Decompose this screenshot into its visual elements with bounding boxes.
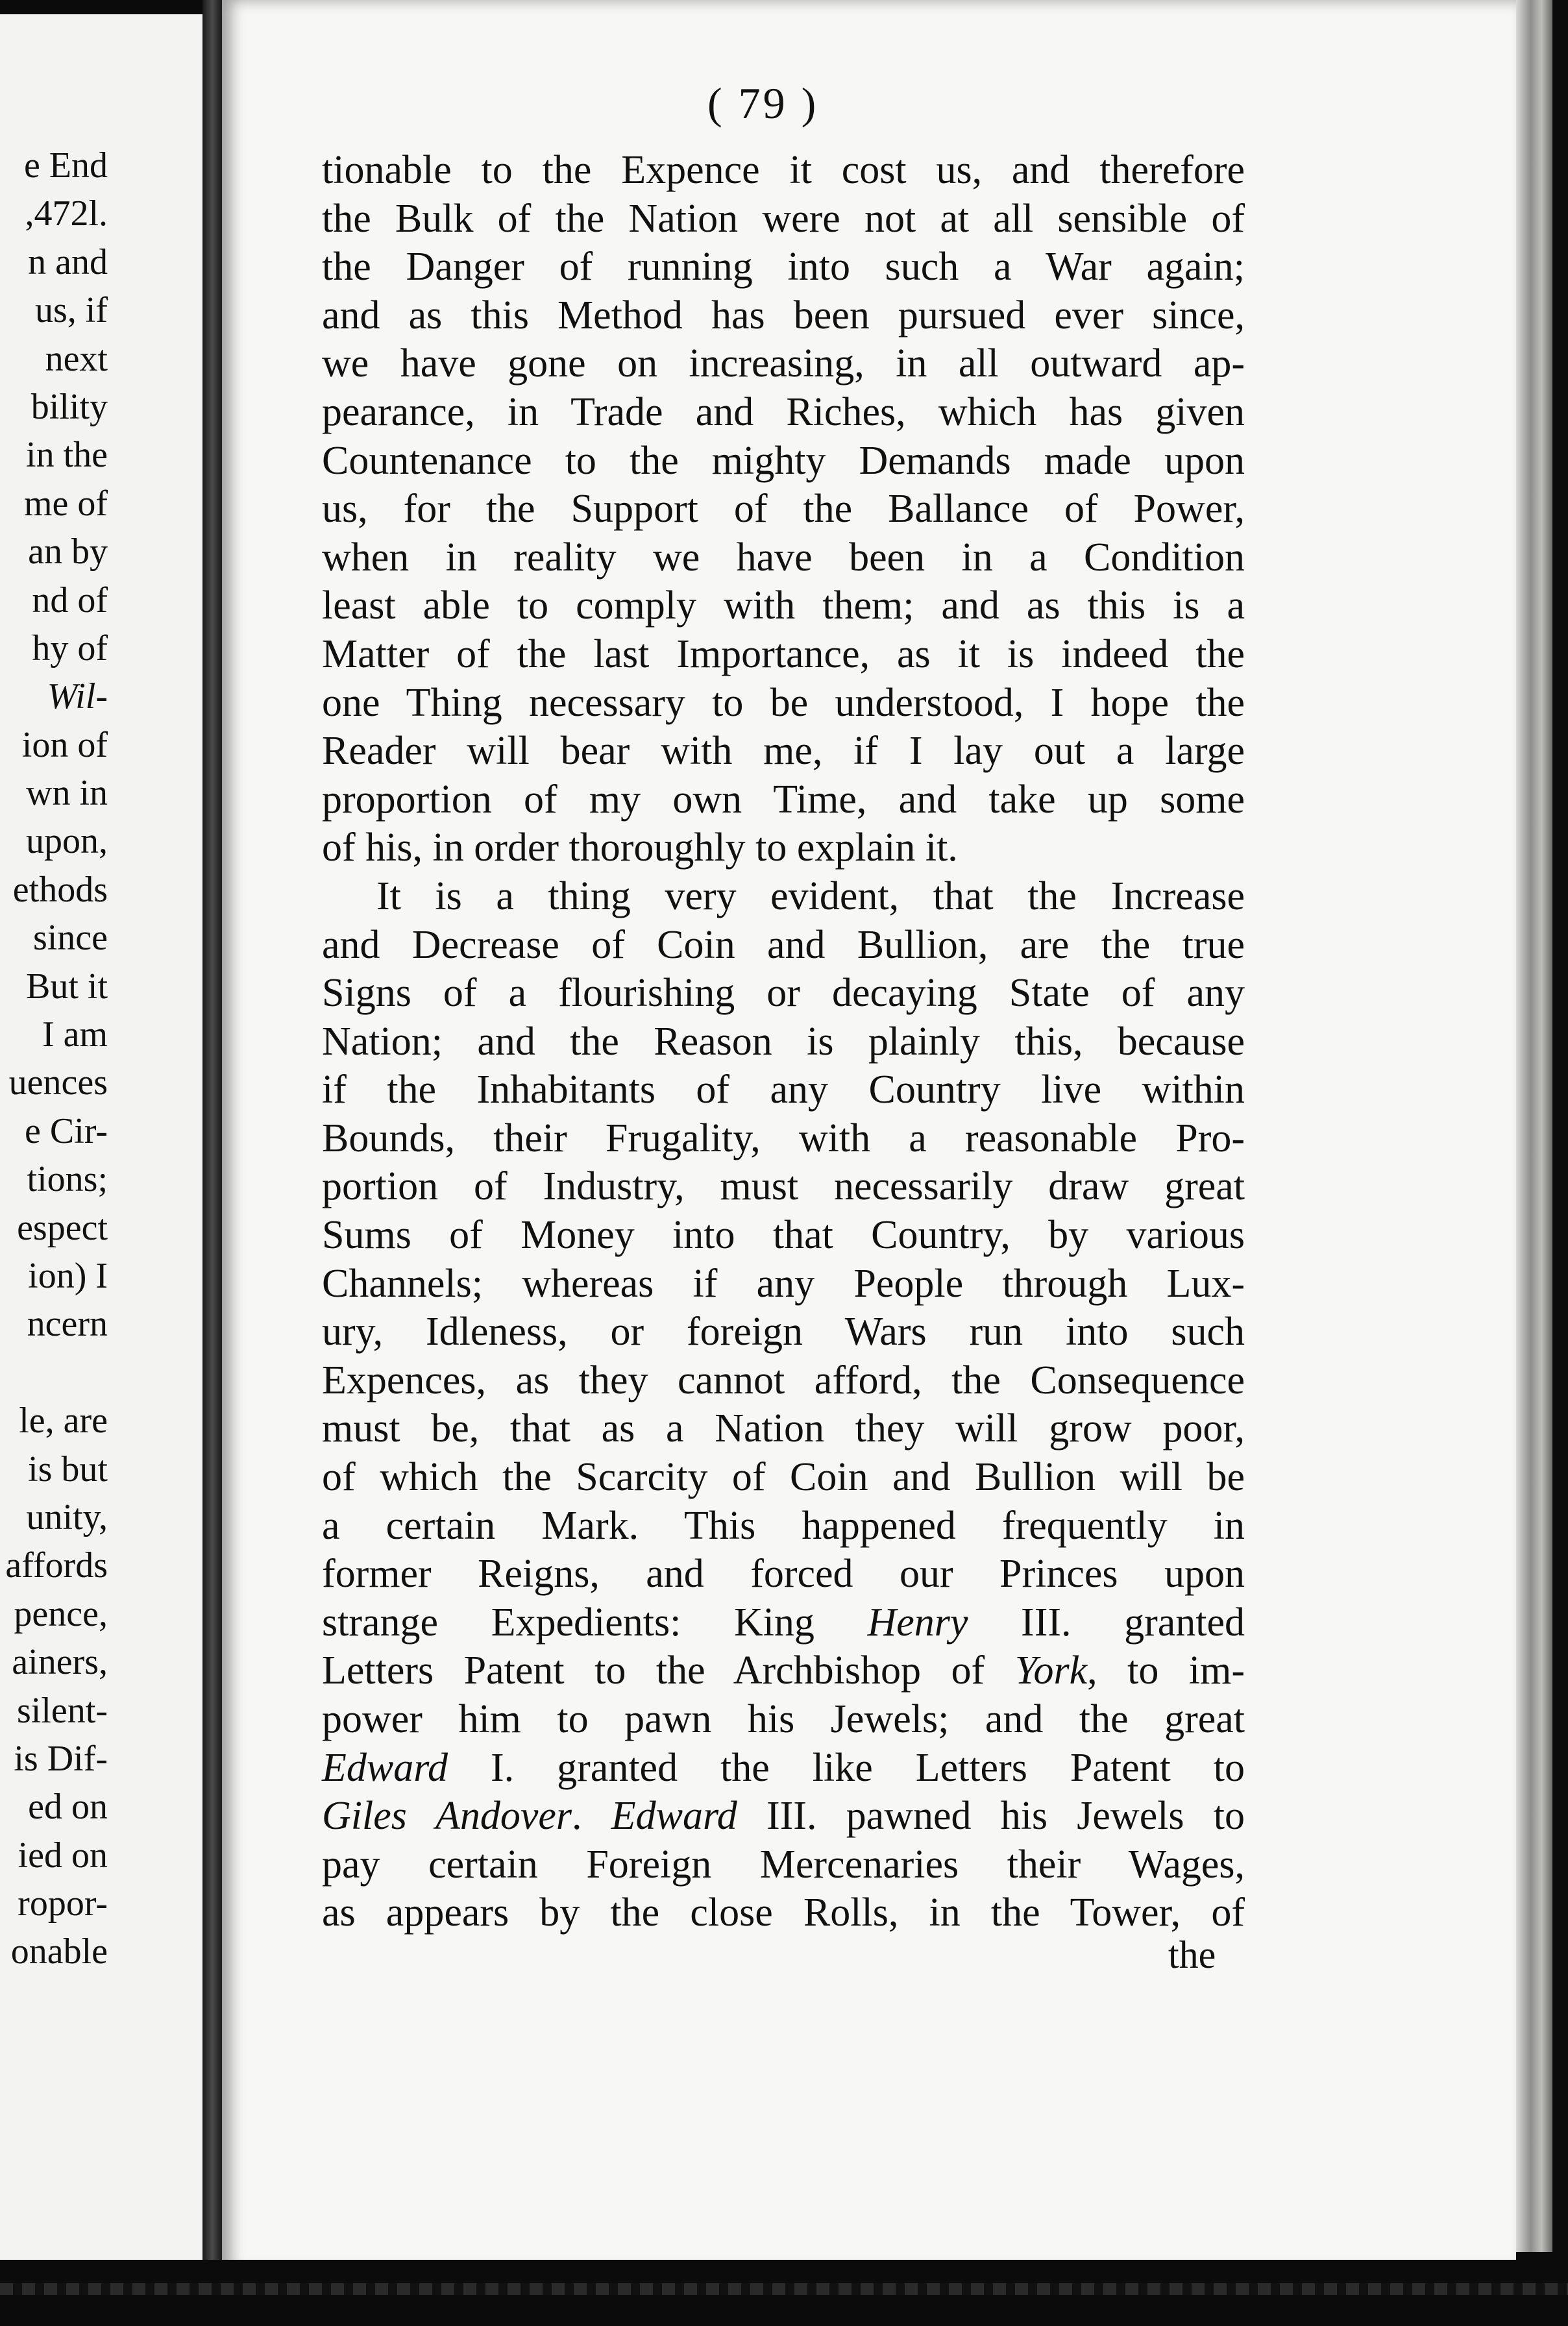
text-line: the Danger of running into such a War again;	[322, 245, 1245, 289]
left-fragment-line: ,472l.	[25, 193, 108, 234]
text-line: when in reality we have been in a Condition	[322, 535, 1245, 580]
text-line: portion of Industry, must necessarily draw great	[322, 1164, 1245, 1209]
left-fragment-line: le, are	[19, 1401, 108, 1441]
page-edges	[1516, 0, 1552, 2252]
left-fragment-line: affords	[5, 1545, 108, 1586]
text-line: Matter of the last Importance, as it is indeed the	[322, 631, 1245, 676]
text-line: and Decrease of Coin and Bullion, are the true	[322, 922, 1245, 967]
left-fragment-line: an by	[28, 532, 108, 572]
text-line: must be, that as a Nation they will grow poor,	[322, 1406, 1245, 1451]
text-line: we have gone on increasing, in all outward ap-	[322, 341, 1245, 386]
left-fragment-line: ied on	[18, 1835, 108, 1876]
left-fragment-line: is but	[28, 1449, 108, 1489]
text-line: if the Inhabitants of any Country live within	[322, 1068, 1245, 1112]
left-fragment-line: is Dif-	[14, 1738, 108, 1779]
left-fragment-line: pence,	[14, 1593, 108, 1634]
left-fragment-line: ion of	[21, 724, 108, 765]
text-line: Bounds, their Frugality, with a reasonable Pro-	[322, 1116, 1245, 1160]
body-text	[322, 146, 1245, 1937]
text-line: proportion of my own Time, and take up some	[322, 777, 1245, 822]
left-fragment-line: in the	[26, 435, 108, 476]
left-fragment-line: e Cir-	[25, 1110, 108, 1151]
left-fragment-line: I am	[42, 1014, 108, 1055]
left-fragment-line: upon,	[26, 821, 108, 862]
left-fragment-line: ropor-	[18, 1883, 108, 1924]
left-fragment-line: silent-	[17, 1690, 108, 1731]
text-line: us, for the Support of the Ballance of Power,	[322, 487, 1245, 532]
text-line: Channels; whereas if any People through Lux-	[322, 1261, 1245, 1306]
text-line: former Reigns, and forced our Princes upon	[322, 1552, 1245, 1597]
left-fragment-line: me of	[23, 483, 108, 524]
text-line: Letters Patent to the Archbishop of York, to im-	[322, 1648, 1245, 1693]
scan-bottom-border	[0, 2260, 1568, 2326]
text-line: as appears by the close Rolls, in the Tower, of	[322, 1891, 1245, 1935]
left-fragment-line: bility	[31, 386, 108, 427]
text-line: Nation; and the Reason is plainly this, because	[322, 1019, 1245, 1064]
left-fragment-line	[0, 1349, 108, 1397]
left-fragment-line: ion) I	[28, 1255, 108, 1296]
text-line: tionable to the Expence it cost us, and therefore	[322, 148, 1245, 192]
text-line: Expences, as they cannot afford, the Consequence	[322, 1358, 1245, 1402]
text-line: Countenance to the mighty Demands made upon	[322, 438, 1245, 483]
text-line: ury, Idleness, or foreign Wars run into such	[322, 1310, 1245, 1354]
text-line: one Thing necessary to be understood, I hope the	[322, 680, 1245, 725]
left-fragment-line: ncern	[27, 1304, 108, 1345]
left-fragment-line: wn in	[26, 773, 108, 814]
left-fragment-line: unity,	[26, 1497, 108, 1537]
text-line: pay certain Foreign Mercenaries their Wages,	[322, 1842, 1245, 1887]
left-fragment-line: ed on	[28, 1787, 108, 1828]
left-page-text	[0, 141, 108, 1976]
left-fragment-line: us, if	[35, 290, 108, 331]
left-fragment-line: tions;	[27, 1159, 108, 1200]
left-fragment-line: Wil-	[47, 676, 108, 717]
text-line: and as this Method has been pursued ever since,	[322, 293, 1245, 337]
left-fragment-line: espect	[17, 1207, 108, 1248]
catchword: the	[1168, 1933, 1216, 1976]
left-fragment-line: e End	[23, 145, 108, 186]
text-line: Edward I. granted the like Letters Patent to	[322, 1745, 1245, 1790]
left-fragment-line: since	[32, 918, 108, 959]
left-fragment-line: nd of	[32, 580, 108, 620]
left-fragment-line: uences	[8, 1062, 108, 1103]
text-line: of his, in order thoroughly to explain it.	[322, 826, 958, 870]
left-fragment-line: ethods	[12, 869, 108, 910]
left-fragment-line: n and	[28, 241, 108, 282]
text-line: a certain Mark. This happened frequently in	[322, 1503, 1245, 1548]
text-line: Giles Andover. Edward III. pawned his Jewels to	[322, 1794, 1245, 1839]
left-fragment-line: But it	[25, 966, 108, 1007]
left-fragment-line: next	[45, 338, 108, 379]
book-gutter	[202, 0, 222, 2326]
left-fragment-line: onable	[10, 1931, 108, 1972]
text-line: least able to comply with them; and as this is a	[322, 583, 1245, 628]
left-fragment-line: ainers,	[12, 1642, 108, 1683]
text-line: pearance, in Trade and Riches, which has given	[322, 389, 1245, 434]
text-line: of which the Scarcity of Coin and Bullion will be	[322, 1455, 1245, 1500]
text-line: power him to pawn his Jewels; and the great	[322, 1697, 1245, 1741]
left-page	[0, 14, 202, 2260]
text-line: Sums of Money into that Country, by various	[322, 1213, 1245, 1258]
text-line: strange Expedients: King Henry III. granted	[322, 1600, 1245, 1645]
page-number: ( 79 )	[707, 79, 819, 128]
text-line: It is a thing very evident, that the Increase	[376, 874, 1245, 918]
left-fragment-line: hy of	[32, 628, 108, 668]
text-line: Signs of a flourishing or decaying State of any	[322, 971, 1245, 1016]
text-line: Reader will bear with me, if I lay out a large	[322, 729, 1245, 774]
text-line: the Bulk of the Nation were not at all sensible of	[322, 196, 1245, 241]
